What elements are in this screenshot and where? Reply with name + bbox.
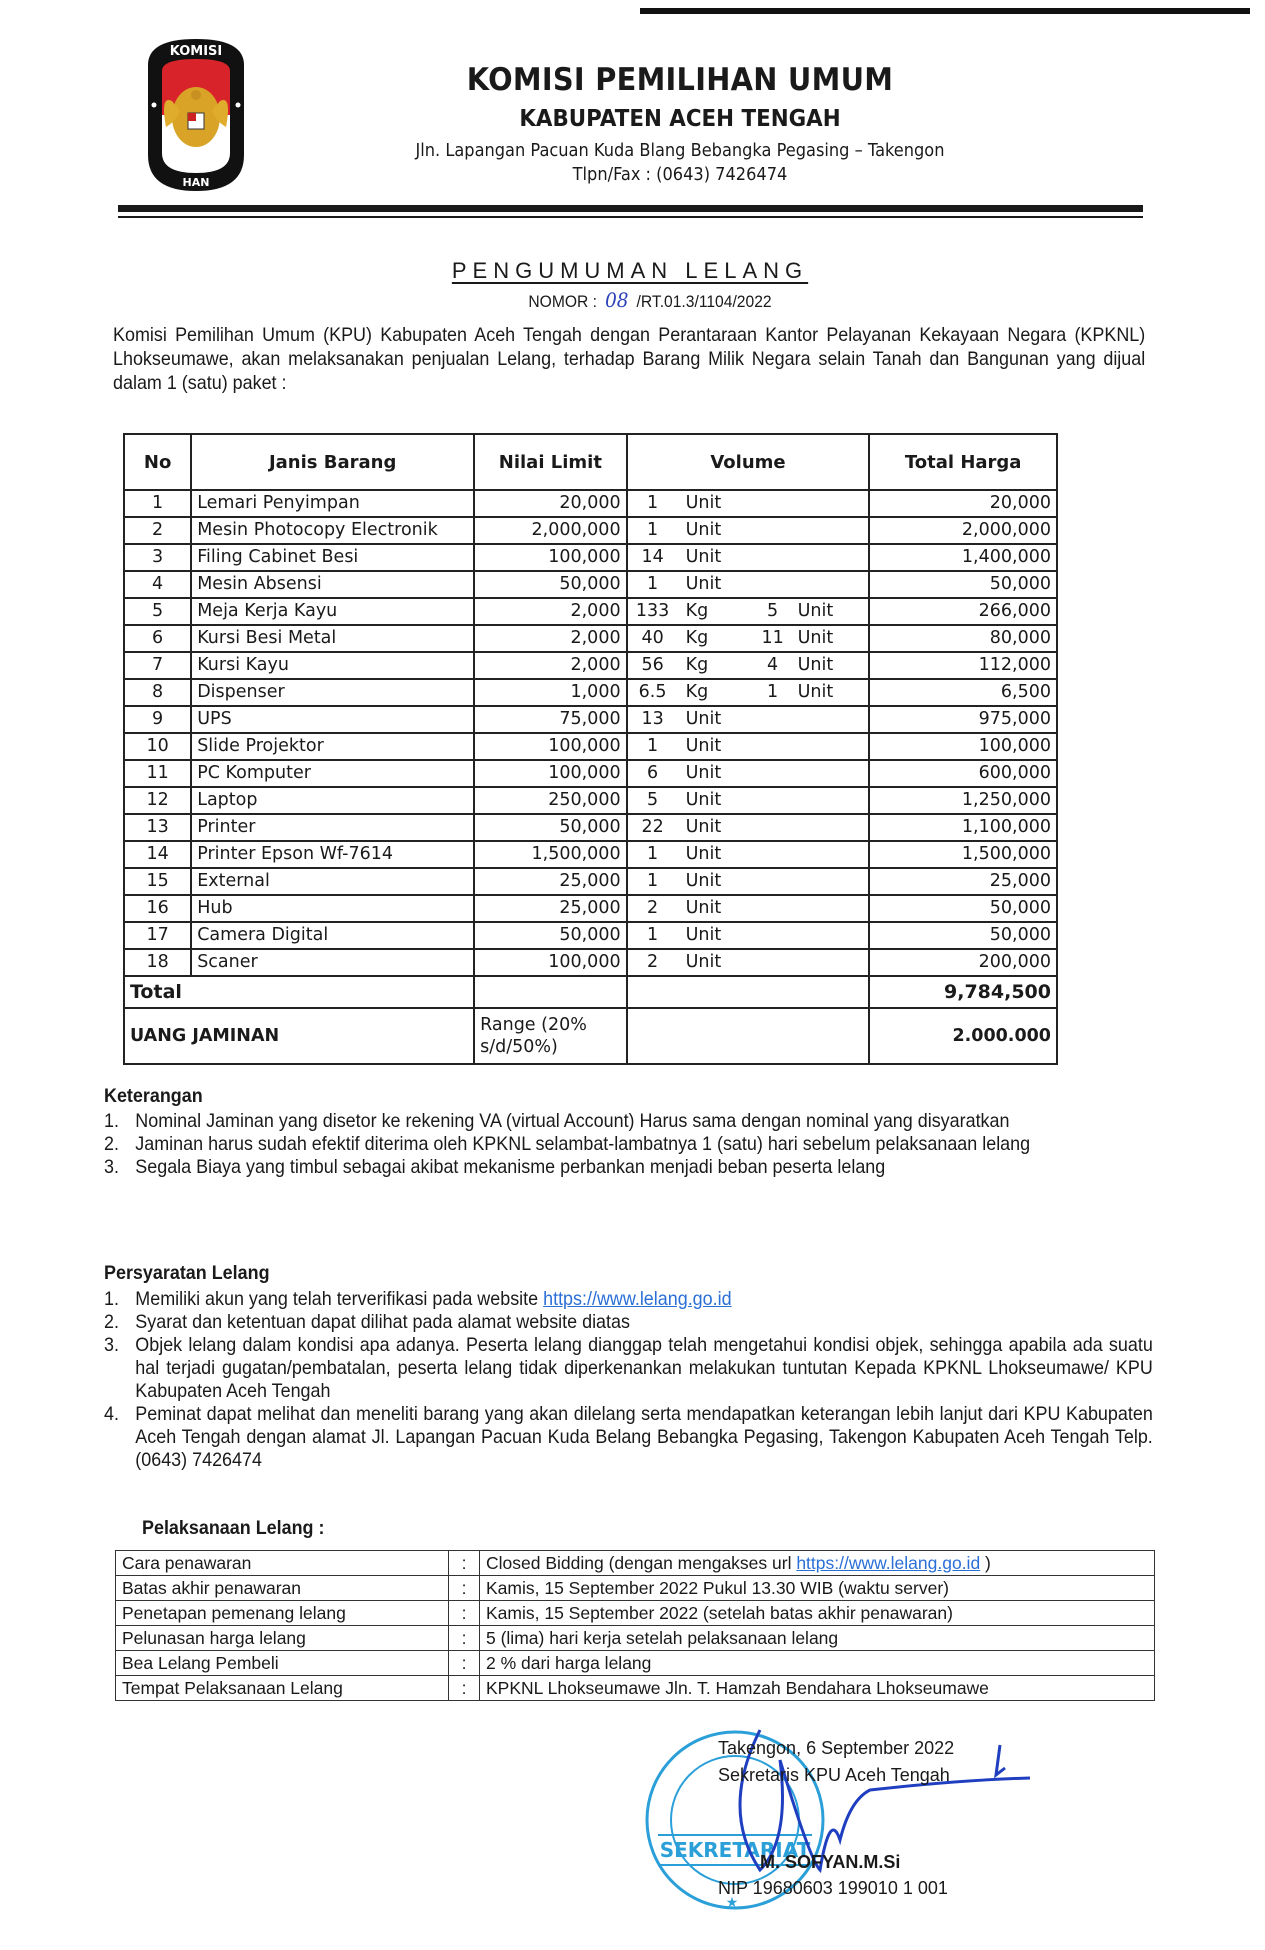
- item-name: Kursi Besi Metal: [191, 625, 474, 652]
- items-table-body: [124, 490, 1057, 976]
- item-volume: [627, 895, 870, 922]
- volume-qty: 56: [641, 655, 664, 675]
- volume-unit: Unit: [685, 844, 722, 864]
- organization-address: Jln. Lapangan Pacuan Kuda Blang Bebangka Pegasing – Takengon: [415, 140, 945, 161]
- signatory-nip: NIP 19680603 199010 1 001: [718, 1878, 948, 1898]
- item-total: 1,250,000: [869, 787, 1057, 814]
- header-limit: Nilai Limit: [474, 434, 626, 490]
- item-no: 17: [124, 922, 191, 949]
- volume-qty: 1: [647, 520, 659, 540]
- volume-unit2: Unit: [797, 601, 834, 621]
- item-volume: [627, 544, 870, 571]
- item-name: Meja Kerja Kayu: [191, 598, 474, 625]
- notes-item: 2. Jaminan harus sudah efektif diterima oleh KPKNL selambat-lambatnya 1 (satu) hari sebelum pelaksanaan lelang: [104, 1133, 1031, 1155]
- notes-item: 1. Nominal Jaminan yang disetor ke rekening VA (virtual Account) Harus sama dengan nominal yang disyaratkan: [104, 1110, 1010, 1132]
- signature-block: [718, 1735, 954, 1789]
- item-name: Mesin Absensi: [191, 571, 474, 598]
- item-volume: [627, 679, 870, 706]
- item-name: Printer: [191, 814, 474, 841]
- top-border-line: [640, 8, 1250, 14]
- item-no: 11: [124, 760, 191, 787]
- notes-item: 3. Segala Biaya yang timbul sebagai akibat mekanisme perbankan menjadi beban peserta lelang: [104, 1156, 886, 1178]
- item-limit: 2,000: [474, 625, 626, 652]
- volume-unit: Unit: [685, 790, 722, 810]
- volume-qty2: [748, 491, 798, 516]
- logo-top-text: KOMISI: [169, 44, 223, 59]
- guarantee-label: UANG JAMINAN: [124, 1008, 474, 1064]
- item-limit: 100,000: [474, 733, 626, 760]
- item-limit: 1,500,000: [474, 841, 626, 868]
- stamp-text: SEKRETARIAT: [659, 1838, 811, 1862]
- volume-qty: 1: [647, 574, 659, 594]
- table-row: [124, 787, 1057, 814]
- execution-separator: :: [449, 1651, 480, 1676]
- volume-qty2: [748, 761, 798, 786]
- item-total: 20,000: [869, 490, 1057, 517]
- volume-unit: Unit: [685, 763, 722, 783]
- volume-qty: 40: [641, 628, 664, 648]
- execution-label: Penetapan pemenang lelang: [116, 1601, 449, 1626]
- header-name: Janis Barang: [191, 434, 474, 490]
- item-volume: [627, 571, 870, 598]
- item-no: 1: [124, 490, 191, 517]
- volume-qty: 1: [647, 925, 659, 945]
- item-total: 100,000: [869, 733, 1057, 760]
- item-volume: [627, 625, 870, 652]
- item-total: 1,500,000: [869, 841, 1057, 868]
- item-name: UPS: [191, 706, 474, 733]
- item-volume: [627, 490, 870, 517]
- volume-unit: Unit: [685, 736, 722, 756]
- total-empty-volume: [627, 976, 870, 1008]
- item-volume: [627, 949, 870, 976]
- table-row: [124, 949, 1057, 976]
- item-limit: 2,000,000: [474, 517, 626, 544]
- execution-row: [116, 1576, 1155, 1601]
- execution-row: [116, 1676, 1155, 1701]
- table-row: [124, 895, 1057, 922]
- execution-row: [116, 1651, 1155, 1676]
- item-limit: 20,000: [474, 490, 626, 517]
- volume-unit2: [798, 788, 853, 813]
- notes-heading: Keterangan: [104, 1085, 203, 1107]
- volume-unit: Unit: [685, 493, 722, 513]
- volume-unit: Unit: [685, 952, 722, 972]
- item-volume: [627, 922, 870, 949]
- item-total: 6,500: [869, 679, 1057, 706]
- volume-qty2: [748, 707, 798, 732]
- item-name: Mesin Photocopy Electronik: [191, 517, 474, 544]
- item-volume: [627, 814, 870, 841]
- volume-qty: 5: [647, 790, 659, 810]
- item-volume: [627, 841, 870, 868]
- volume-unit2: [798, 761, 853, 786]
- execution-label: Tempat Pelaksanaan Lelang: [116, 1676, 449, 1701]
- item-volume: [627, 598, 870, 625]
- item-no: 5: [124, 598, 191, 625]
- item-no: 15: [124, 868, 191, 895]
- handwritten-number: 08: [605, 288, 629, 312]
- table-row: [124, 598, 1057, 625]
- volume-qty2: [748, 842, 798, 867]
- volume-qty2: [748, 923, 798, 948]
- header-no: No: [124, 434, 191, 490]
- volume-qty2: [748, 815, 798, 840]
- item-total: 50,000: [869, 895, 1057, 922]
- items-table-header: [124, 434, 1057, 490]
- volume-qty2: [748, 545, 798, 570]
- execution-separator: :: [449, 1676, 480, 1701]
- item-name: Scaner: [191, 949, 474, 976]
- volume-unit: Unit: [685, 709, 722, 729]
- volume-unit2: [798, 842, 853, 867]
- execution-label: Batas akhir penawaran: [116, 1576, 449, 1601]
- volume-unit2: [798, 869, 853, 894]
- item-volume: [627, 517, 870, 544]
- volume-unit2: [798, 923, 853, 948]
- item-total: 975,000: [869, 706, 1057, 733]
- volume-qty: 13: [641, 709, 664, 729]
- item-limit: 25,000: [474, 868, 626, 895]
- volume-qty: 2: [647, 898, 659, 918]
- volume-unit: Unit: [685, 871, 722, 891]
- execution-separator: :: [449, 1576, 480, 1601]
- total-empty-limit: [474, 976, 626, 1008]
- item-limit: 250,000: [474, 787, 626, 814]
- total-label: Total: [124, 976, 474, 1008]
- execution-value: Closed Bidding (dengan mengakses url https://www.lelang.go.id ): [480, 1551, 1155, 1576]
- header-total: Total Harga: [869, 434, 1057, 490]
- requirements-heading: Persyaratan Lelang: [104, 1262, 270, 1284]
- item-total: 25,000: [869, 868, 1057, 895]
- volume-unit2: [798, 734, 853, 759]
- volume-unit: Kg: [685, 655, 709, 675]
- item-limit: 100,000: [474, 949, 626, 976]
- volume-qty: 1: [647, 493, 659, 513]
- item-name: Dispenser: [191, 679, 474, 706]
- item-total: 266,000: [869, 598, 1057, 625]
- table-row: [124, 841, 1057, 868]
- execution-row: [116, 1626, 1155, 1651]
- item-total: 1,400,000: [869, 544, 1057, 571]
- item-limit: 2,000: [474, 598, 626, 625]
- table-row: [124, 922, 1057, 949]
- item-name: Filing Cabinet Besi: [191, 544, 474, 571]
- table-row: [124, 571, 1057, 598]
- item-no: 12: [124, 787, 191, 814]
- volume-qty2: [748, 518, 798, 543]
- volume-unit: Kg: [685, 601, 709, 621]
- volume-qty2: 1: [767, 682, 779, 702]
- volume-qty: 14: [641, 547, 664, 567]
- item-volume: [627, 787, 870, 814]
- item-name: Laptop: [191, 787, 474, 814]
- item-name: Printer Epson Wf-7614: [191, 841, 474, 868]
- volume-qty2: [748, 734, 798, 759]
- volume-qty: 6.5: [638, 682, 667, 702]
- requirements-item: 2. Syarat dan ketentuan dapat dilihat pada alamat website diatas: [104, 1311, 630, 1333]
- item-limit: 50,000: [474, 922, 626, 949]
- item-volume: [627, 706, 870, 733]
- number-suffix: /RT.01.3/1104/2022: [636, 292, 772, 311]
- volume-unit2: Unit: [797, 655, 834, 675]
- item-total: 200,000: [869, 949, 1057, 976]
- number-label: NOMOR :: [528, 292, 598, 311]
- signature-place-date: Takengon, 6 September 2022: [718, 1738, 955, 1758]
- volume-unit: Unit: [685, 520, 722, 540]
- item-limit: 100,000: [474, 544, 626, 571]
- item-limit: 2,000: [474, 652, 626, 679]
- volume-qty2: [748, 950, 798, 975]
- item-limit: 50,000: [474, 571, 626, 598]
- organization-phone: Tlpn/Fax : (0643) 7426474: [572, 164, 788, 185]
- table-row: [124, 814, 1057, 841]
- volume-unit: Kg: [685, 628, 709, 648]
- execution-separator: :: [449, 1551, 480, 1576]
- volume-unit: Unit: [685, 898, 722, 918]
- table-row: [124, 544, 1057, 571]
- table-row: [124, 652, 1057, 679]
- volume-unit: Unit: [685, 547, 722, 567]
- item-volume: [627, 760, 870, 787]
- item-total: 600,000: [869, 760, 1057, 787]
- volume-qty: 2: [647, 952, 659, 972]
- svg-text:HAN: HAN: [182, 176, 210, 189]
- item-limit: 25,000: [474, 895, 626, 922]
- volume-qty: 22: [641, 817, 664, 837]
- execution-separator: :: [449, 1626, 480, 1651]
- item-no: 9: [124, 706, 191, 733]
- volume-qty2: [748, 869, 798, 894]
- execution-label: Pelunasan harga lelang: [116, 1626, 449, 1651]
- signature-position: Sekretaris KPU Aceh Tengah: [718, 1765, 950, 1785]
- volume-qty2: 11: [761, 628, 784, 648]
- table-row: [124, 706, 1057, 733]
- volume-unit2: [798, 545, 853, 570]
- lelang-website-link[interactable]: https://www.lelang.go.id: [543, 1288, 732, 1310]
- requirements-item: 1. Memiliki akun yang telah terverifikasi pada website https://www.lelang.go.id: [104, 1288, 732, 1310]
- document-title: PENGUMUMAN LELANG: [451, 258, 809, 283]
- kpu-logo-icon: [140, 35, 252, 195]
- volume-unit2: [798, 950, 853, 975]
- item-limit: 75,000: [474, 706, 626, 733]
- item-name: Lemari Penyimpan: [191, 490, 474, 517]
- volume-unit: Unit: [685, 817, 722, 837]
- document-number: [457, 288, 843, 312]
- item-total: 1,100,000: [869, 814, 1057, 841]
- execution-value: 2 % dari harga lelang: [480, 1651, 1155, 1676]
- signatory-name: M. SOFYAN.M.Si: [760, 1852, 901, 1872]
- item-limit: 50,000: [474, 814, 626, 841]
- item-no: 18: [124, 949, 191, 976]
- execution-row: [116, 1601, 1155, 1626]
- volume-unit2: [798, 518, 853, 543]
- volume-qty: 1: [647, 844, 659, 864]
- organization-subtitle: KABUPATEN ACEH TENGAH: [519, 106, 841, 132]
- item-no: 4: [124, 571, 191, 598]
- item-volume: [627, 868, 870, 895]
- total-value: 9,784,500: [869, 976, 1057, 1008]
- organization-title: KOMISI PEMILIHAN UMUM: [466, 62, 894, 98]
- item-no: 10: [124, 733, 191, 760]
- letterhead-rule-thin: [118, 216, 1143, 218]
- volume-qty2: [748, 788, 798, 813]
- notes-list: [104, 1110, 1153, 1179]
- item-name: Kursi Kayu: [191, 652, 474, 679]
- item-no: 8: [124, 679, 191, 706]
- item-no: 7: [124, 652, 191, 679]
- volume-unit2: [798, 896, 853, 921]
- item-no: 6: [124, 625, 191, 652]
- item-total: 50,000: [869, 922, 1057, 949]
- lelang-url-link[interactable]: https://www.lelang.go.id: [796, 1553, 981, 1573]
- item-volume: [627, 733, 870, 760]
- intro-paragraph: Komisi Pemilihan Umum (KPU) Kabupaten Aceh Tengah dengan Perantaraan Kantor Pelayanan Kekayaan Negara (KPKNL) Lhokseumawe, akan melaksanakan penjualan Lelang, terhadap Barang Milik Negara selain Tanah dan Bangunan yang dijual dalam 1 (satu) paket :: [113, 324, 1146, 394]
- item-no: 3: [124, 544, 191, 571]
- item-name: Slide Projektor: [191, 733, 474, 760]
- volume-qty2: 4: [767, 655, 779, 675]
- execution-heading: Pelaksanaan Lelang :: [142, 1517, 325, 1539]
- volume-unit2: Unit: [797, 682, 834, 702]
- item-volume: [627, 652, 870, 679]
- svg-text:★: ★: [725, 1895, 739, 1911]
- volume-unit: Unit: [685, 925, 722, 945]
- volume-qty2: [748, 572, 798, 597]
- item-no: 16: [124, 895, 191, 922]
- volume-unit2: Unit: [797, 628, 834, 648]
- item-name: Hub: [191, 895, 474, 922]
- volume-unit2: [798, 572, 853, 597]
- table-row: [124, 760, 1057, 787]
- letterhead-rule-thick: [118, 205, 1143, 212]
- requirements-item: 3. Objek lelang dalam kondisi apa adanya. Peserta lelang dianggap telah mengetahui kondisi objek, sehingga apabila ada suatu hal terjadi gugatan/pembatalan, peserta lelang tidak diperkenankan melakukan tuntutan Kepada KPKNL Lhokseumawe/ KPU Kabupaten Aceh Tengah: [104, 1334, 1153, 1402]
- item-name: Camera Digital: [191, 922, 474, 949]
- guarantee-range: Range (20% s/d/50%): [474, 1008, 626, 1064]
- requirements-list: [104, 1288, 1153, 1472]
- volume-qty: 1: [647, 736, 659, 756]
- execution-value: KPKNL Lhokseumawe Jln. T. Hamzah Bendahara Lhokseumawe: [480, 1676, 1155, 1701]
- execution-label: Bea Lelang Pembeli: [116, 1651, 449, 1676]
- item-no: 14: [124, 841, 191, 868]
- execution-row: [116, 1551, 1155, 1576]
- volume-qty2: 5: [767, 601, 779, 621]
- guarantee-value: 2.000.000: [869, 1008, 1057, 1064]
- volume-qty2: [748, 896, 798, 921]
- item-limit: 100,000: [474, 760, 626, 787]
- item-total: 112,000: [869, 652, 1057, 679]
- table-row: [124, 868, 1057, 895]
- execution-label: Cara penawaran: [116, 1551, 449, 1576]
- item-total: 50,000: [869, 571, 1057, 598]
- requirements-item: 4. Peminat dapat melihat dan meneliti barang yang akan dilelang serta mendapatkan keterangan lebih lanjut dari KPU Kabupaten Aceh Tengah dengan alamat Jl. Lapangan Pacuan Kuda Belang Bebangka Pegasing, Takengon Kabupaten Aceh Tengah Telp. (0643) 7426474: [104, 1403, 1153, 1471]
- table-row: [124, 625, 1057, 652]
- volume-qty: 133: [635, 601, 670, 621]
- volume-qty: 6: [647, 763, 659, 783]
- items-table: [123, 433, 1058, 1065]
- volume-unit2: [798, 491, 853, 516]
- execution-table: [115, 1550, 1155, 1701]
- execution-value: 5 (lima) hari kerja setelah pelaksanaan lelang: [480, 1626, 1155, 1651]
- table-row: [124, 490, 1057, 517]
- volume-unit2: [798, 815, 853, 840]
- execution-value: Kamis, 15 September 2022 Pukul 13.30 WIB (waktu server): [480, 1576, 1155, 1601]
- table-row: [124, 679, 1057, 706]
- total-row: [124, 976, 1057, 1008]
- volume-unit: Unit: [685, 574, 722, 594]
- item-no: 2: [124, 517, 191, 544]
- header-volume: Volume: [627, 434, 870, 490]
- item-name: PC Komputer: [191, 760, 474, 787]
- item-total: 2,000,000: [869, 517, 1057, 544]
- guarantee-empty-volume: [627, 1008, 870, 1064]
- volume-qty: 1: [647, 871, 659, 891]
- volume-unit: Kg: [685, 682, 709, 702]
- guarantee-row: [124, 1008, 1057, 1064]
- item-name: External: [191, 868, 474, 895]
- volume-unit2: [798, 707, 853, 732]
- execution-separator: :: [449, 1601, 480, 1626]
- table-row: [124, 517, 1057, 544]
- table-row: [124, 733, 1057, 760]
- item-limit: 1,000: [474, 679, 626, 706]
- item-total: 80,000: [869, 625, 1057, 652]
- item-no: 13: [124, 814, 191, 841]
- execution-value: Kamis, 15 September 2022 (setelah batas akhir penawaran): [480, 1601, 1155, 1626]
